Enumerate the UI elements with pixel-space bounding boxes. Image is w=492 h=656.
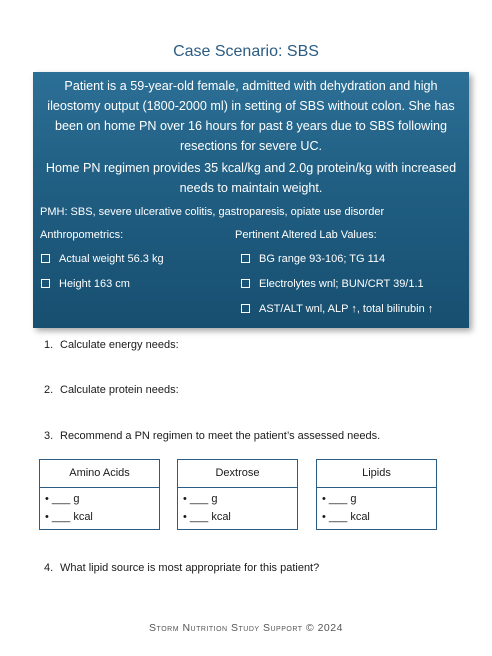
dextrose-table (177, 459, 298, 530)
question-4: 4. What lipid source is most appropriate for this patient? (44, 562, 320, 574)
lipids-table (316, 459, 437, 530)
home-pn-regimen-text: Home PN regimen provides 35 kcal/kg and 2.0g protein/kg with increased needs to maintain weight. (45, 161, 457, 195)
pmh-text: PMH: SBS, severe ulcerative colitis, gastroparesis, opiate use disorder (40, 206, 385, 218)
anthro-item: Actual weight 56.3 kg (41, 253, 164, 265)
page-title: Case Scenario: SBS (173, 43, 319, 60)
table-heading: Dextrose (178, 460, 297, 488)
question-2: 2. Calculate protein needs: (44, 384, 179, 396)
table-heading: Amino Acids (40, 460, 159, 488)
case-scenario-box (33, 72, 469, 328)
kcal-field[interactable]: • ___ kcal (45, 511, 93, 523)
question-3: 3. Recommend a PN regimen to meet the patient’s assessed needs. (44, 430, 381, 442)
anthro-item: Height 163 cm (41, 278, 130, 290)
lab-item: BG range 93-106; TG 114 (241, 253, 385, 265)
grams-field[interactable]: • ___ g (322, 493, 357, 505)
checkbox-bullet-icon (241, 279, 250, 288)
lab-item: AST/ALT wnl, ALP ↑, total bilirubin ↑ (241, 303, 433, 315)
checkbox-bullet-icon (241, 304, 250, 313)
lab-item: Electrolytes wnl; BUN/CRT 39/1.1 (241, 278, 424, 290)
case-description: Patient is a 59-year-old female, admitted with dehydration and high ileostomy output (1800-2000 ml) in setting of SBS without colon. She has been on home PN over 16 hours for past 8 years due to SBS following resections for severe UC. (47, 79, 455, 153)
grams-field[interactable]: • ___ g (45, 493, 80, 505)
lab-values-heading: Pertinent Altered Lab Values: (235, 229, 377, 241)
question-1: 1. Calculate energy needs: (44, 339, 179, 351)
table-heading: Lipids (317, 460, 436, 488)
amino-acids-table (39, 459, 160, 530)
kcal-field[interactable]: • ___ kcal (322, 511, 370, 523)
kcal-field[interactable]: • ___ kcal (183, 511, 231, 523)
checkbox-bullet-icon (241, 254, 250, 263)
checkbox-bullet-icon (41, 279, 50, 288)
footer-credit: Storm Nutrition Study Support © 2024 (149, 622, 343, 634)
checkbox-bullet-icon (41, 254, 50, 263)
grams-field[interactable]: • ___ g (183, 493, 218, 505)
anthropometrics-heading: Anthropometrics: (40, 229, 124, 241)
